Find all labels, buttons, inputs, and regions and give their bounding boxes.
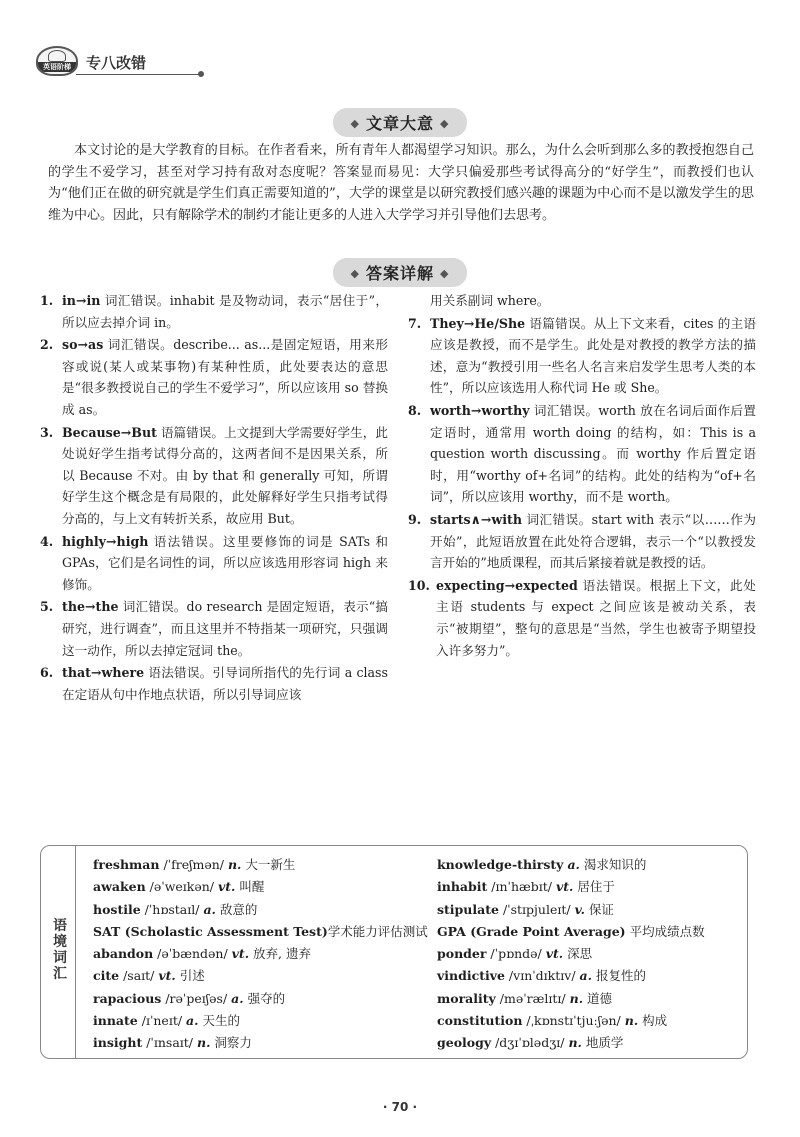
header-dot <box>198 71 204 77</box>
vocab-word: insight <box>93 1035 143 1051</box>
answer-number: 6. <box>40 665 54 681</box>
vocab-word: knowledge-thirsty <box>437 857 564 872</box>
answer-item <box>408 400 756 508</box>
vocab-meaning: 构成 <box>638 1013 668 1029</box>
vocabulary-list-left <box>93 854 433 1055</box>
answer-continuation: 用关系副词 where。 <box>430 293 550 308</box>
vocab-meaning: 大一新生 <box>241 857 296 872</box>
answer-explanation: 词汇错误。describe... as...是固定短语，用来形容或说(某人或某事物)有某种性质，此处要表达的意思是“很多教授说自己的学生不爱学习”，所以应该用 so 替换成 as。 <box>62 337 388 417</box>
answer-correction: highly→high <box>62 533 149 549</box>
vocab-pos: a. <box>567 857 580 872</box>
vocabulary-label: 语境词汇 <box>53 918 67 982</box>
vocabulary-divider <box>75 846 76 1058</box>
vocab-word: freshman <box>93 857 160 872</box>
diamond-icon: ◆ <box>350 267 360 280</box>
vocab-pos: vt. <box>218 879 236 895</box>
vocab-phonetic: /ˈɪnsaɪt/ <box>142 1035 197 1051</box>
vocab-phonetic: /rəˈpeɪʃəs/ <box>161 990 232 1006</box>
vocab-phonetic: /saɪt/ <box>119 968 159 984</box>
diamond-icon: ◆ <box>440 267 450 280</box>
diamond-icon: ◆ <box>440 117 450 130</box>
summary-heading-pill <box>333 108 468 137</box>
answer-explanation: 词汇错误。do research 是固定短语，表示“搞研究，进行调查”，而且这里并不特指某一项研究，只强调这一动作，所以去掉定冠词 the。 <box>62 599 388 658</box>
answers-heading-pill <box>333 258 468 287</box>
header-rule <box>76 74 200 75</box>
answer-number: 4. <box>40 533 54 549</box>
vocab-entry <box>93 899 433 921</box>
answer-number: 10. <box>408 577 430 593</box>
answer-explanation: 语法错误。引导词所指代的先行词 a class 在定语从句中作地点状语，所以引导词应该 <box>62 665 388 702</box>
answer-correction: starts∧→with <box>430 511 522 527</box>
answer-item <box>40 334 388 420</box>
vocab-pos: a. <box>186 1013 199 1029</box>
answer-explanation: 语篇错误。从上下文来看，cites 的主语应该是教授，而不是学生。此处是对教授的教学方法的描述，意为“教授引用一些名人名言来启发学生思考人类的本性”，所以应该选用人称代词 He 或 She。 <box>430 315 756 396</box>
vocab-pos: n. <box>624 1013 639 1029</box>
vocab-entry <box>437 921 743 943</box>
answer-number: 9. <box>408 511 422 527</box>
vocab-pos: n. <box>569 990 584 1006</box>
answer-correction: so→as <box>62 337 104 353</box>
answers-heading-text: 答案详解 <box>365 264 434 283</box>
vocab-pos: a. <box>203 901 216 917</box>
vocab-word: hostile <box>93 901 141 917</box>
answer-item <box>408 313 756 399</box>
vocab-entry <box>93 921 433 943</box>
vocab-entry <box>93 988 433 1010</box>
vocab-pos: n. <box>196 1035 211 1051</box>
vocab-word: SAT (Scholastic Assessment Test) <box>93 923 328 939</box>
vocab-entry <box>437 965 743 987</box>
vocab-pos: a. <box>231 990 244 1006</box>
answers-heading <box>0 258 800 287</box>
summary-heading <box>0 108 800 137</box>
vocab-phonetic: /ˈpɒndə/ <box>486 946 546 962</box>
vocab-entry <box>437 988 743 1010</box>
vocab-word: abandon <box>93 946 154 962</box>
answer-correction: the→the <box>62 599 119 615</box>
vocab-meaning: 报复性的 <box>591 968 646 984</box>
vocab-phonetic: /əˈbændən/ <box>153 946 232 962</box>
answer-number: 5. <box>40 599 54 615</box>
vocab-phonetic: /ˈhɒstaɪl/ <box>140 901 204 917</box>
vocab-phonetic: /vɪnˈdɪktɪv/ <box>504 968 580 984</box>
vocab-phonetic: /ˈfreʃmən/ <box>159 857 228 872</box>
answer-correction: in→in <box>62 293 101 308</box>
vocab-entry <box>437 1032 743 1054</box>
vocab-entry <box>93 1010 433 1032</box>
answer-number: 8. <box>408 402 422 418</box>
answer-item <box>408 509 756 574</box>
answer-explanation: 词汇错误。start with 表示“以……作为开始”，此短语放置在此处符合逻辑，表示一个“以教授发言开始的”地质课程，而其后紧接着就是教授的话。 <box>430 511 756 571</box>
answer-item <box>40 662 388 705</box>
vocab-pos: a. <box>579 968 592 984</box>
vocab-word: cite <box>93 968 120 984</box>
vocab-word: inhabit <box>437 879 488 895</box>
answer-correction: Because→But <box>62 424 157 440</box>
vocab-entry <box>437 876 743 898</box>
vocab-meaning: 敌意的 <box>215 901 258 917</box>
vocab-meaning: 天生的 <box>198 1013 240 1029</box>
answer-number: 2. <box>40 337 54 353</box>
vocab-pos: vt. <box>158 968 176 984</box>
answer-item <box>408 575 756 661</box>
answer-number: 1. <box>40 293 54 308</box>
vocab-word: rapacious <box>93 990 162 1006</box>
vocab-meaning: 放弃, 遗弃 <box>249 946 311 962</box>
vocab-word: GPA (Grade Point Average) <box>437 923 626 939</box>
vocab-entry <box>437 1010 743 1032</box>
answer-item <box>40 422 388 530</box>
logo-text: 英语阶梯 <box>38 62 76 72</box>
vocab-phonetic: /əˈweɪkən/ <box>145 879 218 895</box>
answer-item <box>40 290 388 333</box>
vocab-pos: n. <box>227 857 242 872</box>
vocab-meaning: 保证 <box>584 901 614 917</box>
answer-number: 7. <box>408 315 422 331</box>
answer-item <box>40 531 388 596</box>
vocab-word: morality <box>437 990 496 1006</box>
vocab-entry <box>93 965 433 987</box>
vocab-phonetic: /ɪnˈhæbɪt/ <box>487 879 556 895</box>
vocab-entry <box>93 943 433 965</box>
answer-correction: that→where <box>62 665 145 681</box>
summary-paragraph: 本文讨论的是大学教育的目标。在作者看来，所有青年人都渴望学习知识。那么，为什么会听到那么多的教授抱怨自己的学生不爱学习，甚至对学习持有敌对态度呢？答案显而易见：大学只偏爱那些考试得高分的“好学生”，而教授们也认为“他们正在做的研究就是学生们真正需要知道的”，大学的课堂是以研究教授们感兴趣的课题为中心而不是以激发学生的思维为中心。因此，只有解除学术的制约才能让更多的人进入大学学习并引导他们去思考。 <box>48 143 754 223</box>
summary-heading-text: 文章大意 <box>365 114 434 133</box>
vocab-meaning: 居住于 <box>573 879 615 895</box>
answer-explanation: 词汇错误。worth 放在名词后面作后置定语时，通常用 worth doing 的结构，如：This is a question worth discussing。而 worthy 作后置定语时，用“worthy of+名词”的结构。此处的结构为“of+名词”，所以应该用 worthy，而不是 worth。 <box>430 402 756 505</box>
vocab-pos: vt. <box>545 946 564 962</box>
page-header <box>36 42 186 82</box>
vocab-word: stipulate <box>437 901 499 917</box>
answers-left-column <box>40 290 388 706</box>
book-logo-icon <box>36 46 78 76</box>
answer-explanation: 语篇错误。上文提到大学需要好学生，此处说好学生指考试得分高的，这两者间不是因果关系，所以 Because 不对。由 by that 和 generally 可知，所谓好学生这个概念是有局限的，此处解释好学生只指考试得分高的，与上文有转折关系，故应用 But。 <box>62 424 388 526</box>
vocab-phonetic: /ˌkɒnstɪˈtjuːʃən/ <box>522 1013 625 1029</box>
vocab-word: constitution <box>437 1013 523 1029</box>
vocab-meaning: 道德 <box>583 990 613 1006</box>
vocab-phonetic: /ˈstɪpjuleɪt/ <box>498 901 575 917</box>
vocab-pos: vt. <box>555 879 574 895</box>
vocab-meaning: 地质学 <box>581 1035 624 1051</box>
answer-number: 3. <box>40 424 54 440</box>
vocab-pos: vt. <box>231 946 250 962</box>
answer-item <box>40 596 388 661</box>
vocab-phonetic: /məˈrælɪtɪ/ <box>495 990 570 1006</box>
diamond-icon: ◆ <box>350 117 360 130</box>
vocab-entry <box>93 876 433 898</box>
vocabulary-box <box>40 845 748 1059</box>
answer-explanation: 词汇错误。inhabit 是及物动词，表示“居住于”，所以应去掉介词 in。 <box>62 293 388 330</box>
answer-explanation: 语法错误。这里要修饰的词是 SATs 和 GPAs，它们是名词性的词，所以应该选用形容词 high 来修饰。 <box>62 533 388 592</box>
vocab-phonetic: /dʒɪˈɒlədʒɪ/ <box>491 1035 569 1051</box>
vocab-meaning: 平均成绩点数 <box>629 923 705 939</box>
vocab-word: vindictive <box>437 968 505 984</box>
vocab-meaning: 渴求知识的 <box>579 857 647 872</box>
vocab-phonetic: /ɪˈneɪt/ <box>137 1013 187 1029</box>
logo-figure <box>48 50 66 62</box>
vocab-pos: v. <box>574 901 585 917</box>
vocab-entry <box>437 943 743 965</box>
vocab-word: geology <box>437 1035 492 1051</box>
vocabulary-list-right <box>437 854 743 1055</box>
vocab-word: ponder <box>437 946 487 962</box>
answer-correction: worth→worthy <box>430 402 530 418</box>
answer-explanation: 语法错误。根据上下文，此处主语 students 与 expect 之间应该是被动关系，表示“被期望”，整句的意思是“当然，学生也被寄予期望投入许多努力”。 <box>436 577 756 658</box>
vocab-word: innate <box>93 1013 138 1029</box>
vocab-entry <box>437 899 743 921</box>
vocab-meaning: 强夺的 <box>243 990 286 1006</box>
vocab-meaning: 学术能力评估测试 <box>327 923 428 939</box>
vocab-meaning: 洞察力 <box>210 1035 252 1051</box>
answer-correction: They→He/She <box>430 315 526 331</box>
vocab-entry <box>437 854 743 876</box>
answers-right-column <box>408 290 756 662</box>
vocab-pos: n. <box>568 1035 582 1051</box>
vocab-meaning: 叫醒 <box>235 879 265 895</box>
answer-correction: expecting→expected <box>436 577 578 593</box>
vocab-meaning: 引述 <box>175 968 205 984</box>
vocab-entry <box>93 1032 433 1054</box>
page-number: · 70 · <box>382 1100 418 1114</box>
vocab-word: awaken <box>93 879 146 895</box>
vocab-entry <box>93 854 433 876</box>
vocab-meaning: 深思 <box>563 946 593 962</box>
header-title: 专八改错 <box>86 54 147 72</box>
